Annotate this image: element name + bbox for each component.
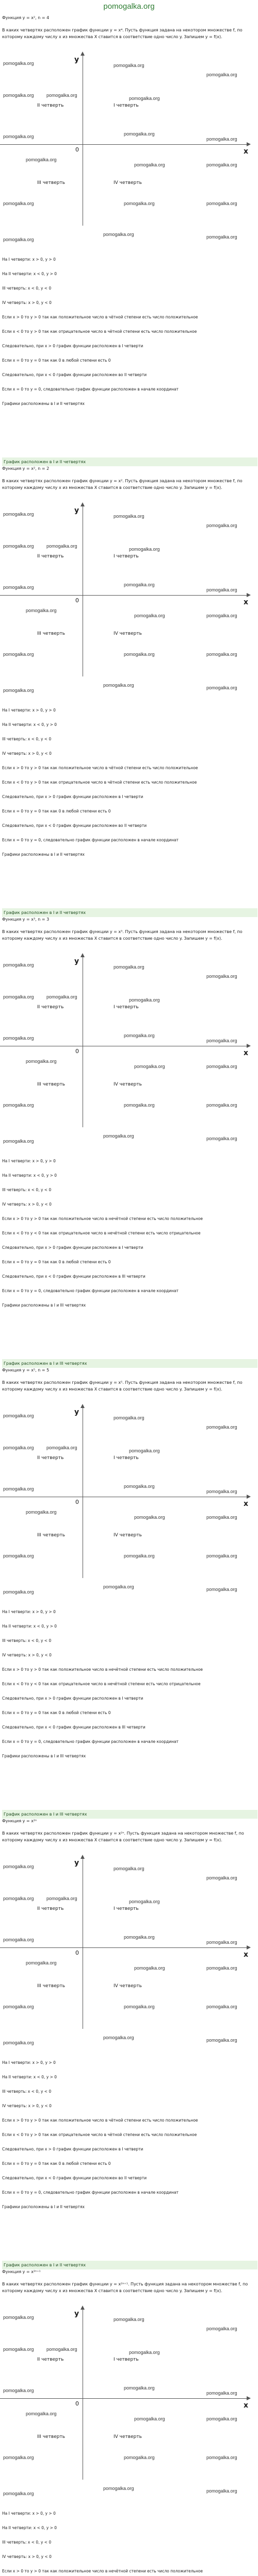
reasoning-line: IV четверть: x > 0, y < 0	[2, 2554, 52, 2559]
reasoning-list	[2, 703, 255, 862]
watermark: pomogalka.org	[3, 1864, 34, 1869]
watermark: pomogalka.org	[26, 157, 57, 162]
watermark: pomogalka.org	[103, 683, 134, 688]
watermark: pomogalka.org	[134, 2416, 165, 2421]
x-axis-arrow-icon	[247, 1044, 251, 1048]
origin-label: 0	[75, 146, 79, 153]
reasoning-line: Следовательно, при x > 0 график функции расположен в I четверти	[2, 344, 143, 348]
y-axis-label: y	[74, 2310, 79, 2318]
y-axis-arrow-icon	[80, 502, 85, 506]
watermark: pomogalka.org	[3, 1445, 34, 1450]
section-title: Функция y = x⁵, n = 5	[2, 1368, 50, 1372]
quadrant-2-label: II четверть	[37, 1906, 64, 1911]
section-intro: В каких четвертях расположен график функции y = x⁵. Пусть функция задана на некотором множестве f, по которому каждому числу x из множества X ставится в соответствие одно число y. Запишем y = f(x).	[2, 1380, 243, 1392]
reasoning-line: Графики расположены в I и II четвертях	[2, 852, 85, 857]
watermark: pomogalka.org	[46, 1896, 77, 1901]
quadrant-1-label: I четверть	[114, 1906, 139, 1911]
quadrant-2-label: II четверть	[37, 1005, 64, 1010]
watermark: pomogalka.org	[206, 1587, 237, 1592]
watermark: pomogalka.org	[206, 2326, 237, 2331]
x-axis	[0, 1947, 247, 1948]
reasoning-line: На I четверти: x > 0, y > 0	[2, 1609, 56, 1614]
reasoning-line: Следовательно, при x < 0 график функции расположен в III четверти	[2, 1725, 146, 1730]
conclusion-banner: График расположен в I и III четвертях	[2, 1359, 257, 1368]
reasoning-line: На I четверти: x > 0, y > 0	[2, 2060, 56, 2065]
y-axis-arrow-icon	[80, 1855, 85, 1859]
reasoning-list	[2, 2506, 255, 2576]
quadrant-1-label: I четверть	[114, 1005, 139, 1010]
section-title: Функция y = x², n = 2	[2, 466, 50, 471]
quadrant-4-label: IV четверть	[114, 2434, 142, 2439]
reasoning-line: III четверть: x < 0, y < 0	[2, 2540, 52, 2545]
reasoning-line: Следовательно, при x > 0 график функции расположен в I четверти	[2, 794, 143, 799]
reasoning-list	[2, 1605, 255, 1764]
reasoning-list	[2, 1154, 255, 1313]
x-axis-label: x	[244, 598, 249, 606]
x-axis-label: x	[244, 1951, 249, 1959]
watermark: pomogalka.org	[3, 134, 34, 139]
watermark: pomogalka.org	[3, 1937, 34, 1942]
watermark: pomogalka.org	[26, 1510, 57, 1515]
watermark: pomogalka.org	[46, 1445, 77, 1450]
watermark: pomogalka.org	[124, 2004, 155, 2009]
reasoning-line: На II четверти: x < 0, y > 0	[2, 1624, 57, 1629]
watermark: pomogalka.org	[206, 2038, 237, 2043]
watermark: pomogalka.org	[124, 1103, 155, 1108]
watermark: pomogalka.org	[3, 1413, 34, 1418]
watermark: pomogalka.org	[206, 2455, 237, 2460]
quadrant-3-label: III четверть	[37, 2434, 66, 2439]
watermark: pomogalka.org	[3, 61, 34, 66]
y-axis-label: y	[74, 957, 79, 965]
quadrant-4-label: IV четверть	[114, 1533, 142, 1538]
reasoning-line: Графики расположены в I и III четвертях	[2, 1754, 86, 1758]
watermark: pomogalka.org	[206, 2391, 237, 2396]
y-axis-label: y	[74, 56, 79, 64]
section-intro: В каких четвертях расположен график функции y = x⁴. Пусть функция задана на некотором множестве f, по которому каждому числу x из множества X ставится в соответствие одно число y. Запишем y = f(x).	[2, 28, 243, 39]
reasoning-line: На II четверти: x < 0, y > 0	[2, 722, 57, 727]
reasoning-list	[2, 2056, 255, 2214]
reasoning-line: Если x = 0 то y = 0, следовательно график функции расположен в начале координат	[2, 2190, 179, 2195]
reasoning-line: Если x < 0 то y < 0 так как отрицательное число в нечётной степени есть число отрицательное	[2, 1682, 201, 1686]
conclusion-banner: График расположен в I и II четвертях	[2, 457, 257, 466]
watermark: pomogalka.org	[206, 2004, 237, 2009]
reasoning-line: На II четверти: x < 0, y > 0	[2, 2075, 57, 2079]
watermark: pomogalka.org	[3, 1036, 34, 1041]
reasoning-line: Если x < 0 то y > 0 так как отрицательное число в чётной степени есть число положительное	[2, 780, 197, 785]
reasoning-line: На I четверти: x > 0, y > 0	[2, 257, 56, 262]
x-axis-label: x	[244, 147, 249, 156]
watermark: pomogalka.org	[114, 2317, 144, 2322]
watermark: pomogalka.org	[3, 2040, 34, 2045]
watermark: pomogalka.org	[206, 1425, 237, 1430]
watermark: pomogalka.org	[3, 688, 34, 693]
section-intro: В каких четвертях расположен график функции y = x²ⁿ. Пусть функция задана на некотором множестве f, по которому каждому числу x из множества X ставится в соответствие одно число y. Запишем y = f(x).	[2, 1831, 244, 1842]
conclusion-banner: График расположен в I и III четвертях	[2, 1810, 257, 1819]
watermark: pomogalka.org	[134, 1515, 165, 1520]
watermark: pomogalka.org	[26, 608, 57, 613]
reasoning-line: Если x = 0 то y = 0, следовательно график функции расположен в начале координат	[2, 1739, 179, 1744]
watermark: pomogalka.org	[206, 613, 237, 618]
quadrant-2-label: II четверть	[37, 1455, 64, 1461]
watermark: pomogalka.org	[3, 93, 34, 98]
watermark: pomogalka.org	[124, 201, 155, 206]
section-title: Функция y = x², n = 4	[2, 15, 50, 20]
watermark: pomogalka.org	[124, 652, 155, 657]
watermark: pomogalka.org	[206, 1038, 237, 1043]
watermark: pomogalka.org	[206, 1103, 237, 1108]
quadrant-graph	[0, 2306, 258, 2501]
reasoning-line: Если x = 0 то y = 0 так как 0 в любой степени есть 0	[2, 358, 111, 363]
watermark: pomogalka.org	[114, 514, 144, 519]
watermark: pomogalka.org	[206, 137, 237, 142]
reasoning-line: Если x = 0 то y = 0, следовательно график функции расположен в начале координат	[2, 1289, 179, 1293]
watermark: pomogalka.org	[206, 1875, 237, 1880]
x-axis-label: x	[244, 1500, 249, 1508]
watermark: pomogalka.org	[3, 2491, 34, 2496]
reasoning-line: Следовательно, при x < 0 график функции расположен во II четверти	[2, 823, 147, 828]
watermark: pomogalka.org	[103, 232, 134, 237]
watermark: pomogalka.org	[206, 1940, 237, 1945]
x-axis-arrow-icon	[247, 2396, 251, 2400]
reasoning-line: Следовательно, при x > 0 график функции расположен в I четверти	[2, 1245, 143, 1250]
reasoning-line: Если x > 0 то y > 0 так как положительное число в чётной степени есть число положительное	[2, 315, 198, 319]
y-axis-label: y	[74, 1859, 79, 1867]
origin-label: 0	[75, 2400, 79, 2407]
watermark: pomogalka.org	[206, 162, 237, 167]
watermark: pomogalka.org	[206, 652, 237, 657]
watermark: pomogalka.org	[206, 587, 237, 592]
quadrant-3-label: III четверть	[37, 180, 66, 185]
reasoning-line: III четверть: x < 0, y < 0	[2, 1638, 52, 1643]
reasoning-line: Если x > 0 то y > 0 так как положительное число в нечётной степени есть число положительное	[2, 1216, 203, 1221]
watermark: pomogalka.org	[3, 962, 34, 968]
watermark: pomogalka.org	[129, 1899, 160, 1904]
watermark: pomogalka.org	[114, 1866, 144, 1871]
reasoning-line: Если x < 0 то y > 0 так как отрицательное число в чётной степени есть число положительное	[2, 329, 197, 334]
watermark: pomogalka.org	[3, 585, 34, 590]
reasoning-line: IV четверть: x > 0, y < 0	[2, 1202, 52, 1207]
watermark: pomogalka.org	[206, 234, 237, 240]
watermark: pomogalka.org	[26, 2411, 57, 2416]
watermark: pomogalka.org	[206, 1515, 237, 1520]
watermark: pomogalka.org	[134, 1965, 165, 1971]
quadrant-3-label: III четверть	[37, 631, 66, 636]
x-axis-label: x	[244, 2401, 249, 2410]
watermark: pomogalka.org	[3, 1486, 34, 1492]
function-section	[0, 2269, 258, 2576]
x-axis-arrow-icon	[247, 1495, 251, 1499]
watermark: pomogalka.org	[103, 2035, 134, 2040]
watermark: pomogalka.org	[124, 582, 155, 587]
watermark: pomogalka.org	[129, 96, 160, 101]
watermark: pomogalka.org	[3, 1139, 34, 1144]
watermark: pomogalka.org	[134, 1064, 165, 1069]
quadrant-3-label: III четверть	[37, 1984, 66, 1989]
watermark: pomogalka.org	[206, 2488, 237, 2494]
watermark: pomogalka.org	[124, 2455, 155, 2460]
y-axis-label: y	[74, 1408, 79, 1416]
watermark: pomogalka.org	[114, 63, 144, 68]
reasoning-line: На I четверти: x > 0, y > 0	[2, 2511, 56, 2516]
watermark: pomogalka.org	[124, 2385, 155, 2391]
reasoning-line: III четверть: x < 0, y < 0	[2, 286, 52, 291]
function-section	[0, 1819, 258, 2272]
x-axis-arrow-icon	[247, 593, 251, 597]
origin-label: 0	[75, 597, 79, 604]
watermark: pomogalka.org	[124, 1935, 155, 1940]
watermark: pomogalka.org	[206, 2416, 237, 2421]
x-axis-label: x	[244, 1049, 249, 1057]
watermark: pomogalka.org	[206, 72, 237, 77]
quadrant-graph	[0, 502, 258, 698]
quadrant-2-label: II четверть	[37, 2357, 64, 2362]
watermark: pomogalka.org	[103, 1584, 134, 1589]
watermark: pomogalka.org	[46, 93, 77, 98]
x-axis-arrow-icon	[247, 142, 251, 146]
reasoning-line: Если x > 0 то y > 0 так как положительное число в нечётной степени есть число положительное	[2, 2569, 203, 2573]
reasoning-line: Графики расположены в I и II четвертях	[2, 2205, 85, 2209]
quadrant-graph	[0, 1404, 258, 1600]
conclusion-banner: График расположен в I и II четвертях	[2, 2261, 257, 2269]
watermark: pomogalka.org	[134, 613, 165, 618]
function-section	[0, 466, 258, 920]
watermark: pomogalka.org	[129, 547, 160, 552]
watermark: pomogalka.org	[3, 201, 34, 206]
watermark: pomogalka.org	[206, 1553, 237, 1558]
quadrant-graph	[0, 953, 258, 1149]
section-title: Функция y = x²ⁿ	[2, 1819, 37, 1823]
watermark: pomogalka.org	[3, 1103, 34, 1108]
watermark: pomogalka.org	[3, 652, 34, 657]
watermark: pomogalka.org	[3, 544, 34, 549]
reasoning-line: Следовательно, при x < 0 график функции расположен во II четверти	[2, 2176, 147, 2180]
reasoning-list	[2, 252, 255, 411]
reasoning-line: На II четверти: x < 0, y > 0	[2, 2526, 57, 2530]
watermark: pomogalka.org	[206, 1064, 237, 1069]
watermark: pomogalka.org	[206, 201, 237, 206]
watermark: pomogalka.org	[3, 1589, 34, 1595]
quadrant-3-label: III четверть	[37, 1533, 66, 1538]
watermark: pomogalka.org	[124, 1553, 155, 1558]
watermark: pomogalka.org	[3, 2315, 34, 2320]
reasoning-line: Если x > 0 то y > 0 так как положительное число в чётной степени есть число положительное	[2, 766, 198, 770]
watermark: pomogalka.org	[46, 994, 77, 999]
watermark: pomogalka.org	[134, 162, 165, 167]
reasoning-line: Графики расположены в I и III четвертях	[2, 1303, 86, 1308]
watermark: pomogalka.org	[124, 1033, 155, 1038]
reasoning-line: Следовательно, при x < 0 график функции расположен во II четверти	[2, 372, 147, 377]
quadrant-graph	[0, 52, 258, 247]
reasoning-line: Если x = 0 то y = 0 так как 0 в любой степени есть 0	[2, 1260, 111, 1264]
reasoning-line: Если x > 0 то y > 0 так как положительное число в нечётной степени есть число положительное	[2, 1667, 203, 1672]
quadrant-2-label: II четверть	[37, 103, 64, 108]
reasoning-line: IV четверть: x > 0, y < 0	[2, 300, 52, 305]
watermark: pomogalka.org	[206, 1489, 237, 1494]
watermark: pomogalka.org	[46, 544, 77, 549]
section-intro: В каких четвертях расположен график функции y = x²ⁿ⁺¹. Пусть функция задана на некотором множестве f, по которому каждому числу x из множества X ставится в соответствие одно число y. Запишем y = f(x).	[2, 2282, 248, 2293]
reasoning-line: IV четверть: x > 0, y < 0	[2, 751, 52, 756]
reasoning-line: IV четверть: x > 0, y < 0	[2, 1653, 52, 1657]
watermark: pomogalka.org	[103, 2486, 134, 2491]
watermark: pomogalka.org	[26, 1059, 57, 1064]
origin-label: 0	[75, 1499, 79, 1505]
x-axis	[0, 595, 247, 596]
reasoning-line: III четверть: x < 0, y < 0	[2, 1188, 52, 1192]
y-axis-arrow-icon	[80, 2306, 85, 2310]
quadrant-4-label: IV четверть	[114, 631, 142, 636]
watermark: pomogalka.org	[3, 1896, 34, 1901]
quadrant-4-label: IV четверть	[114, 1984, 142, 1989]
reasoning-line: Если x < 0 то y < 0 так как отрицательное число в нечётной степени есть число отрицательное	[2, 1231, 201, 1235]
reasoning-line: Если x = 0 то y = 0 так как 0 в любой степени есть 0	[2, 1710, 111, 1715]
origin-label: 0	[75, 1950, 79, 1956]
watermark: pomogalka.org	[114, 1415, 144, 1420]
section-intro: В каких четвертях расположен график функции y = x². Пусть функция задана на некотором множестве f, по которому каждому числу x из множества X ставится в соответствие одно число y. Запишем y = f(x).	[2, 479, 243, 490]
reasoning-line: Если x = 0 то y = 0, следовательно график функции расположен в начале координат	[2, 838, 179, 842]
x-axis	[0, 144, 247, 145]
quadrant-3-label: III четверть	[37, 1082, 66, 1087]
watermark: pomogalka.org	[129, 2350, 160, 2355]
reasoning-line: Графики расположены в I и II четвертях	[2, 401, 85, 406]
reasoning-line: Следовательно, при x > 0 график функции расположен в I четверти	[2, 1696, 143, 1701]
y-axis-arrow-icon	[80, 52, 85, 56]
origin-label: 0	[75, 1048, 79, 1055]
reasoning-line: На II четверти: x < 0, y > 0	[2, 1173, 57, 1178]
watermark: pomogalka.org	[206, 1136, 237, 1141]
y-axis-arrow-icon	[80, 953, 85, 957]
watermark: pomogalka.org	[3, 2388, 34, 2393]
quadrant-1-label: I четверть	[114, 103, 139, 108]
function-section	[0, 15, 258, 469]
site-logo[interactable]: pomogalka.org	[103, 2, 155, 11]
watermark: pomogalka.org	[129, 997, 160, 1003]
watermark: pomogalka.org	[3, 512, 34, 517]
quadrant-4-label: IV четверть	[114, 1082, 142, 1087]
watermark: pomogalka.org	[206, 1965, 237, 1971]
quadrant-1-label: I четверть	[114, 1455, 139, 1461]
function-section	[0, 1368, 258, 1821]
watermark: pomogalka.org	[3, 2347, 34, 2352]
watermark: pomogalka.org	[3, 237, 34, 242]
x-axis-arrow-icon	[247, 1945, 251, 1950]
reasoning-line: Если x = 0 то y = 0 так как 0 в любой степени есть 0	[2, 2161, 111, 2166]
reasoning-line: Если x = 0 то y = 0, следовательно график функции расположен в начале координат	[2, 387, 179, 392]
reasoning-line: Следовательно, при x > 0 график функции расположен в I четверти	[2, 2147, 143, 2151]
quadrant-4-label: IV четверть	[114, 180, 142, 185]
section-title: Функция y = x²ⁿ⁺¹	[2, 2269, 41, 2274]
watermark: pomogalka.org	[3, 994, 34, 999]
watermark: pomogalka.org	[124, 1484, 155, 1489]
watermark: pomogalka.org	[26, 1960, 57, 1965]
watermark: pomogalka.org	[206, 685, 237, 690]
quadrant-2-label: II четверть	[37, 554, 64, 559]
quadrant-1-label: I четверть	[114, 554, 139, 559]
section-title: Функция y = x³, n = 3	[2, 917, 50, 922]
watermark: pomogalka.org	[103, 1133, 134, 1139]
conclusion-banner: График расположен в I и II четвертях	[2, 908, 257, 917]
watermark: pomogalka.org	[129, 1448, 160, 1453]
quadrant-1-label: I четверть	[114, 2357, 139, 2362]
reasoning-line: Следовательно, при x < 0 график функции расположен в III четверти	[2, 1274, 146, 1279]
reasoning-line: На II четверти: x < 0, y > 0	[2, 272, 57, 276]
quadrant-graph	[0, 1855, 258, 2050]
y-axis-label: y	[74, 506, 79, 515]
watermark: pomogalka.org	[3, 2004, 34, 2009]
watermark: pomogalka.org	[124, 131, 155, 137]
reasoning-line: Если x = 0 то y = 0 так как 0 в любой степени есть 0	[2, 809, 111, 814]
watermark: pomogalka.org	[3, 1553, 34, 1558]
watermark: pomogalka.org	[114, 964, 144, 970]
watermark: pomogalka.org	[3, 2455, 34, 2460]
reasoning-line: Если x < 0 то y > 0 так как отрицательное число в чётной степени есть число положительное	[2, 2132, 197, 2137]
reasoning-line: На I четверти: x > 0, y > 0	[2, 708, 56, 713]
function-section	[0, 917, 258, 1370]
watermark: pomogalka.org	[206, 974, 237, 979]
reasoning-line: IV четверть: x > 0, y < 0	[2, 2104, 52, 2108]
y-axis-arrow-icon	[80, 1404, 85, 1408]
x-axis	[0, 2398, 247, 2399]
watermark: pomogalka.org	[46, 2347, 77, 2352]
reasoning-line: На I четверти: x > 0, y > 0	[2, 1159, 56, 1163]
section-intro: В каких четвертях расположен график функции y = x³. Пусть функция задана на некотором множестве f, по которому каждому числу x из множества X ставится в соответствие одно число y. Запишем y = f(x).	[2, 929, 243, 941]
reasoning-line: III четверть: x < 0, y < 0	[2, 737, 52, 741]
watermark: pomogalka.org	[206, 523, 237, 528]
reasoning-line: III четверть: x < 0, y < 0	[2, 2089, 52, 2094]
reasoning-line: Если x > 0 то y > 0 так как положительное число в чётной степени есть число положительное	[2, 2118, 198, 2123]
